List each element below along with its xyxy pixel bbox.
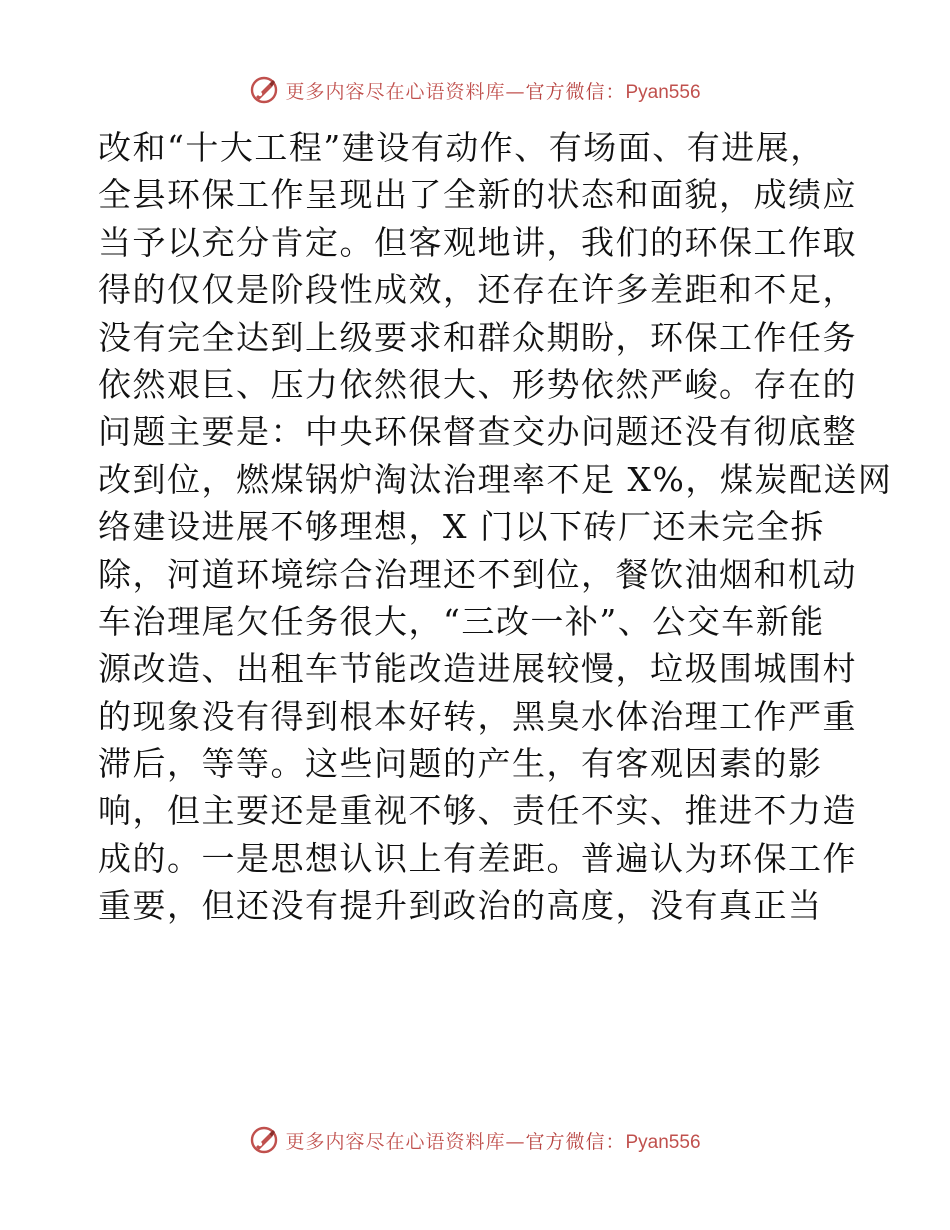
body-line: 除，河道环境综合治理还不到位，餐饮油烟和机动 [98,554,857,594]
body-line: 得的仅仅是阶段性成效，还存在许多差距和不足， [98,270,857,310]
body-line: 车治理尾欠任务很大，“三改一补”、公交车新能 [98,601,825,641]
header-wechat-label: 官方微信： [525,80,626,103]
body-line: 当予以充分肯定。但客观地讲，我们的环保工作取 [98,222,857,262]
body-line: 络建设进展不够理想，X 门以下砖厂还未完全拆 [98,507,825,547]
body-line: 源改造、出租车节能改造进展较慢，垃圾围城围村 [98,649,857,689]
body-line: 问题主要是：中央环保督查交办问题还没有彻底整 [98,412,857,452]
header-wechat-handle: Pyan556 [625,81,701,103]
footer-banner [0,1120,950,1160]
footer-banner-text [285,1127,700,1154]
body-line: 没有完全达到上级要求和群众期盼，环保工作任务 [98,317,857,357]
document-body [98,124,893,930]
body-line: 的现象没有得到根本好转，黑臭水体治理工作严重 [98,696,857,736]
body-line: 滞后，等等。这些问题的产生，有客观因素的影 [98,744,823,784]
body-line: 改和“十大工程”建设有动作、有场面、有进展， [98,128,825,167]
header-banner [0,70,950,110]
footer-wechat-label: 官方微信： [525,1130,626,1153]
header-site-text: 更多内容尽在心语资料库 [285,80,506,103]
body-line: 全县环保工作呈现出了全新的状态和面貌，成绩应 [98,175,857,215]
body-line: 响，但主要还是重视不够、责任不实、推进不力造 [98,791,857,831]
body-line: 改到位，燃煤锅炉淘汰治理率不足 X%，煤炭配送网 [98,459,893,499]
body-line: 重要，但还没有提升到政治的高度，没有真正当 [98,886,823,926]
footer-site-text: 更多内容尽在心语资料库 [285,1130,506,1153]
header-banner-text [285,77,700,104]
footer-wechat-handle: Pyan556 [625,1131,701,1153]
body-line: 依然艰巨、压力依然很大、形势依然严峻。存在的 [98,364,857,404]
quill-pen-logo-icon [249,1125,279,1155]
footer-dash: — [505,1130,526,1153]
quill-pen-logo-icon [249,75,279,105]
body-line: 成的。一是思想认识上有差距。普遍认为环保工作 [98,838,857,878]
header-dash: — [505,80,526,103]
